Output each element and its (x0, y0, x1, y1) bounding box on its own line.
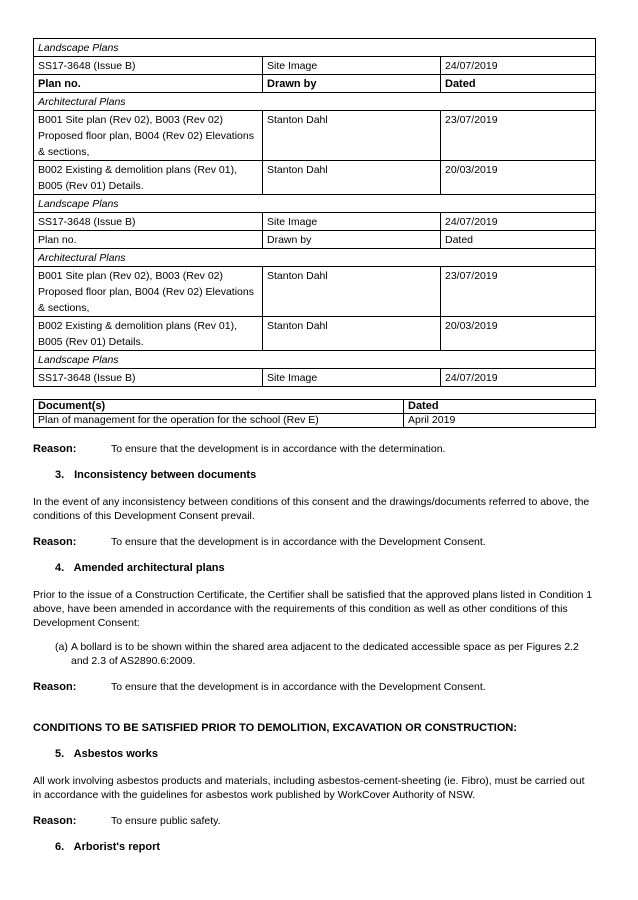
table-cell: Stanton Dahl (263, 161, 441, 195)
reason-label: Reason: (33, 443, 77, 455)
reason-text: To ensure that the development is in accordance with the determination. (111, 443, 446, 455)
table-cell: Dated (441, 231, 596, 249)
table-cell: Site Image (263, 369, 441, 387)
table-cell: 20/03/2019 (441, 317, 596, 351)
condition-text: In the event of any inconsistency between conditions of this consent and the drawings/documents referred to above, the conditions of this Development Consent prevail. (33, 496, 590, 522)
condition-number: 5. (55, 748, 65, 760)
table-cell: Stanton Dahl (263, 111, 441, 161)
table-group-row (34, 93, 596, 111)
header-cell: Plan no. (34, 75, 263, 93)
table-group-row (34, 195, 596, 213)
reason-label: Reason: (33, 681, 77, 693)
header-cell: Dated (404, 400, 596, 414)
table-cell: B001 Site plan (Rev 02), B003 (Rev 02) Proposed floor plan, B004 (Rev 02) Elevations & sections, (34, 267, 263, 317)
reason-text: To ensure that the development is in accordance with the Development Consent. (111, 681, 486, 693)
table-cell: B001 Site plan (Rev 02), B003 (Rev 02) Proposed floor plan, B004 (Rev 02) Elevations & sections, (34, 111, 263, 161)
table-group-label: Architectural Plans (34, 93, 596, 111)
reason-paragraph (33, 814, 595, 828)
table-cell: Drawn by (263, 231, 441, 249)
documents-table-header (34, 400, 596, 414)
table-cell: 23/07/2019 (441, 111, 596, 161)
reason-paragraph (33, 680, 595, 694)
table-row (34, 231, 596, 249)
section-heading: CONDITIONS TO BE SATISFIED PRIOR TO DEMOLITION, EXCAVATION OR CONSTRUCTION: (33, 722, 518, 734)
table-row (34, 267, 596, 317)
table-row (34, 369, 596, 387)
table-group-label: Landscape Plans (34, 351, 596, 369)
plans-table (33, 38, 596, 387)
table-group-label: Landscape Plans (34, 39, 596, 57)
reason-paragraph (33, 442, 595, 456)
condition-number: 6. (55, 841, 65, 853)
condition-number: 3. (55, 469, 65, 481)
condition-text: Prior to the issue of a Construction Certificate, the Certifier shall be satisfied that the approved plans listed in Condition 1 above, have been amended in accordance with the requirements of this condition as well as other conditions of this Development Consent: (33, 589, 593, 629)
table-group-row (34, 249, 596, 267)
table-row (34, 111, 596, 161)
table-cell: 24/07/2019 (441, 369, 596, 387)
condition-title: Arborist's report (73, 841, 161, 853)
condition-title: Asbestos works (73, 748, 159, 760)
condition-title: Inconsistency between documents (74, 469, 257, 481)
table-cell: 23/07/2019 (441, 267, 596, 317)
reason-text: To ensure public safety. (111, 815, 221, 827)
reason-text: To ensure that the development is in accordance with the Development Consent. (111, 536, 486, 548)
condition-heading (55, 468, 595, 482)
table-cell: 24/07/2019 (441, 57, 596, 75)
table-group-row (34, 351, 596, 369)
list-item-index: (a) (55, 641, 68, 653)
table-cell: 24/07/2019 (441, 213, 596, 231)
table-row (34, 317, 596, 351)
condition-heading (55, 747, 595, 761)
condition-heading (55, 840, 595, 854)
condition-text: All work involving asbestos products and materials, including asbestos-cement-sheeting (ie. Fibro), must be carried out in accordance with the guidelines for asbestos work published by WorkCover Authority of NSW. (33, 775, 585, 801)
condition-title: Amended architectural plans (73, 562, 225, 574)
table-cell: Plan no. (34, 231, 263, 249)
table-group-row (34, 39, 596, 57)
table-cell: SS17-3648 (Issue B) (34, 213, 263, 231)
reason-label: Reason: (33, 536, 77, 548)
table-cell: SS17-3648 (Issue B) (34, 369, 263, 387)
document-page (33, 38, 595, 854)
table-row (34, 57, 596, 75)
header-cell: Document(s) (34, 400, 404, 414)
header-cell: Dated (441, 75, 596, 93)
table-cell: April 2019 (404, 414, 596, 428)
table-row (34, 213, 596, 231)
list-item-text: A bollard is to be shown within the shared area adjacent to the dedicated accessible space as per Figures 2.2 and 2.3 of AS2890.6:2009. (71, 641, 579, 667)
table-row (34, 161, 596, 195)
table-cell: B002 Existing & demolition plans (Rev 01), B005 (Rev 01) Details. (34, 161, 263, 195)
condition-heading (55, 561, 595, 575)
table-cell: 20/03/2019 (441, 161, 596, 195)
reason-paragraph (33, 535, 595, 549)
table-group-label: Landscape Plans (34, 195, 596, 213)
table-cell: Stanton Dahl (263, 317, 441, 351)
reason-label: Reason: (33, 815, 77, 827)
table-group-label: Architectural Plans (34, 249, 596, 267)
table-cell: Stanton Dahl (263, 267, 441, 317)
table-cell: Plan of management for the operation for the school (Rev E) (34, 414, 404, 428)
table-cell: Site Image (263, 57, 441, 75)
table-cell: SS17-3648 (Issue B) (34, 57, 263, 75)
table-cell: B002 Existing & demolition plans (Rev 01), B005 (Rev 01) Details. (34, 317, 263, 351)
header-cell: Drawn by (263, 75, 441, 93)
table-cell: Site Image (263, 213, 441, 231)
documents-table (33, 399, 596, 428)
table-row (34, 414, 596, 428)
table-header-row (34, 75, 596, 93)
condition-number: 4. (55, 562, 65, 574)
list-item (55, 640, 595, 668)
